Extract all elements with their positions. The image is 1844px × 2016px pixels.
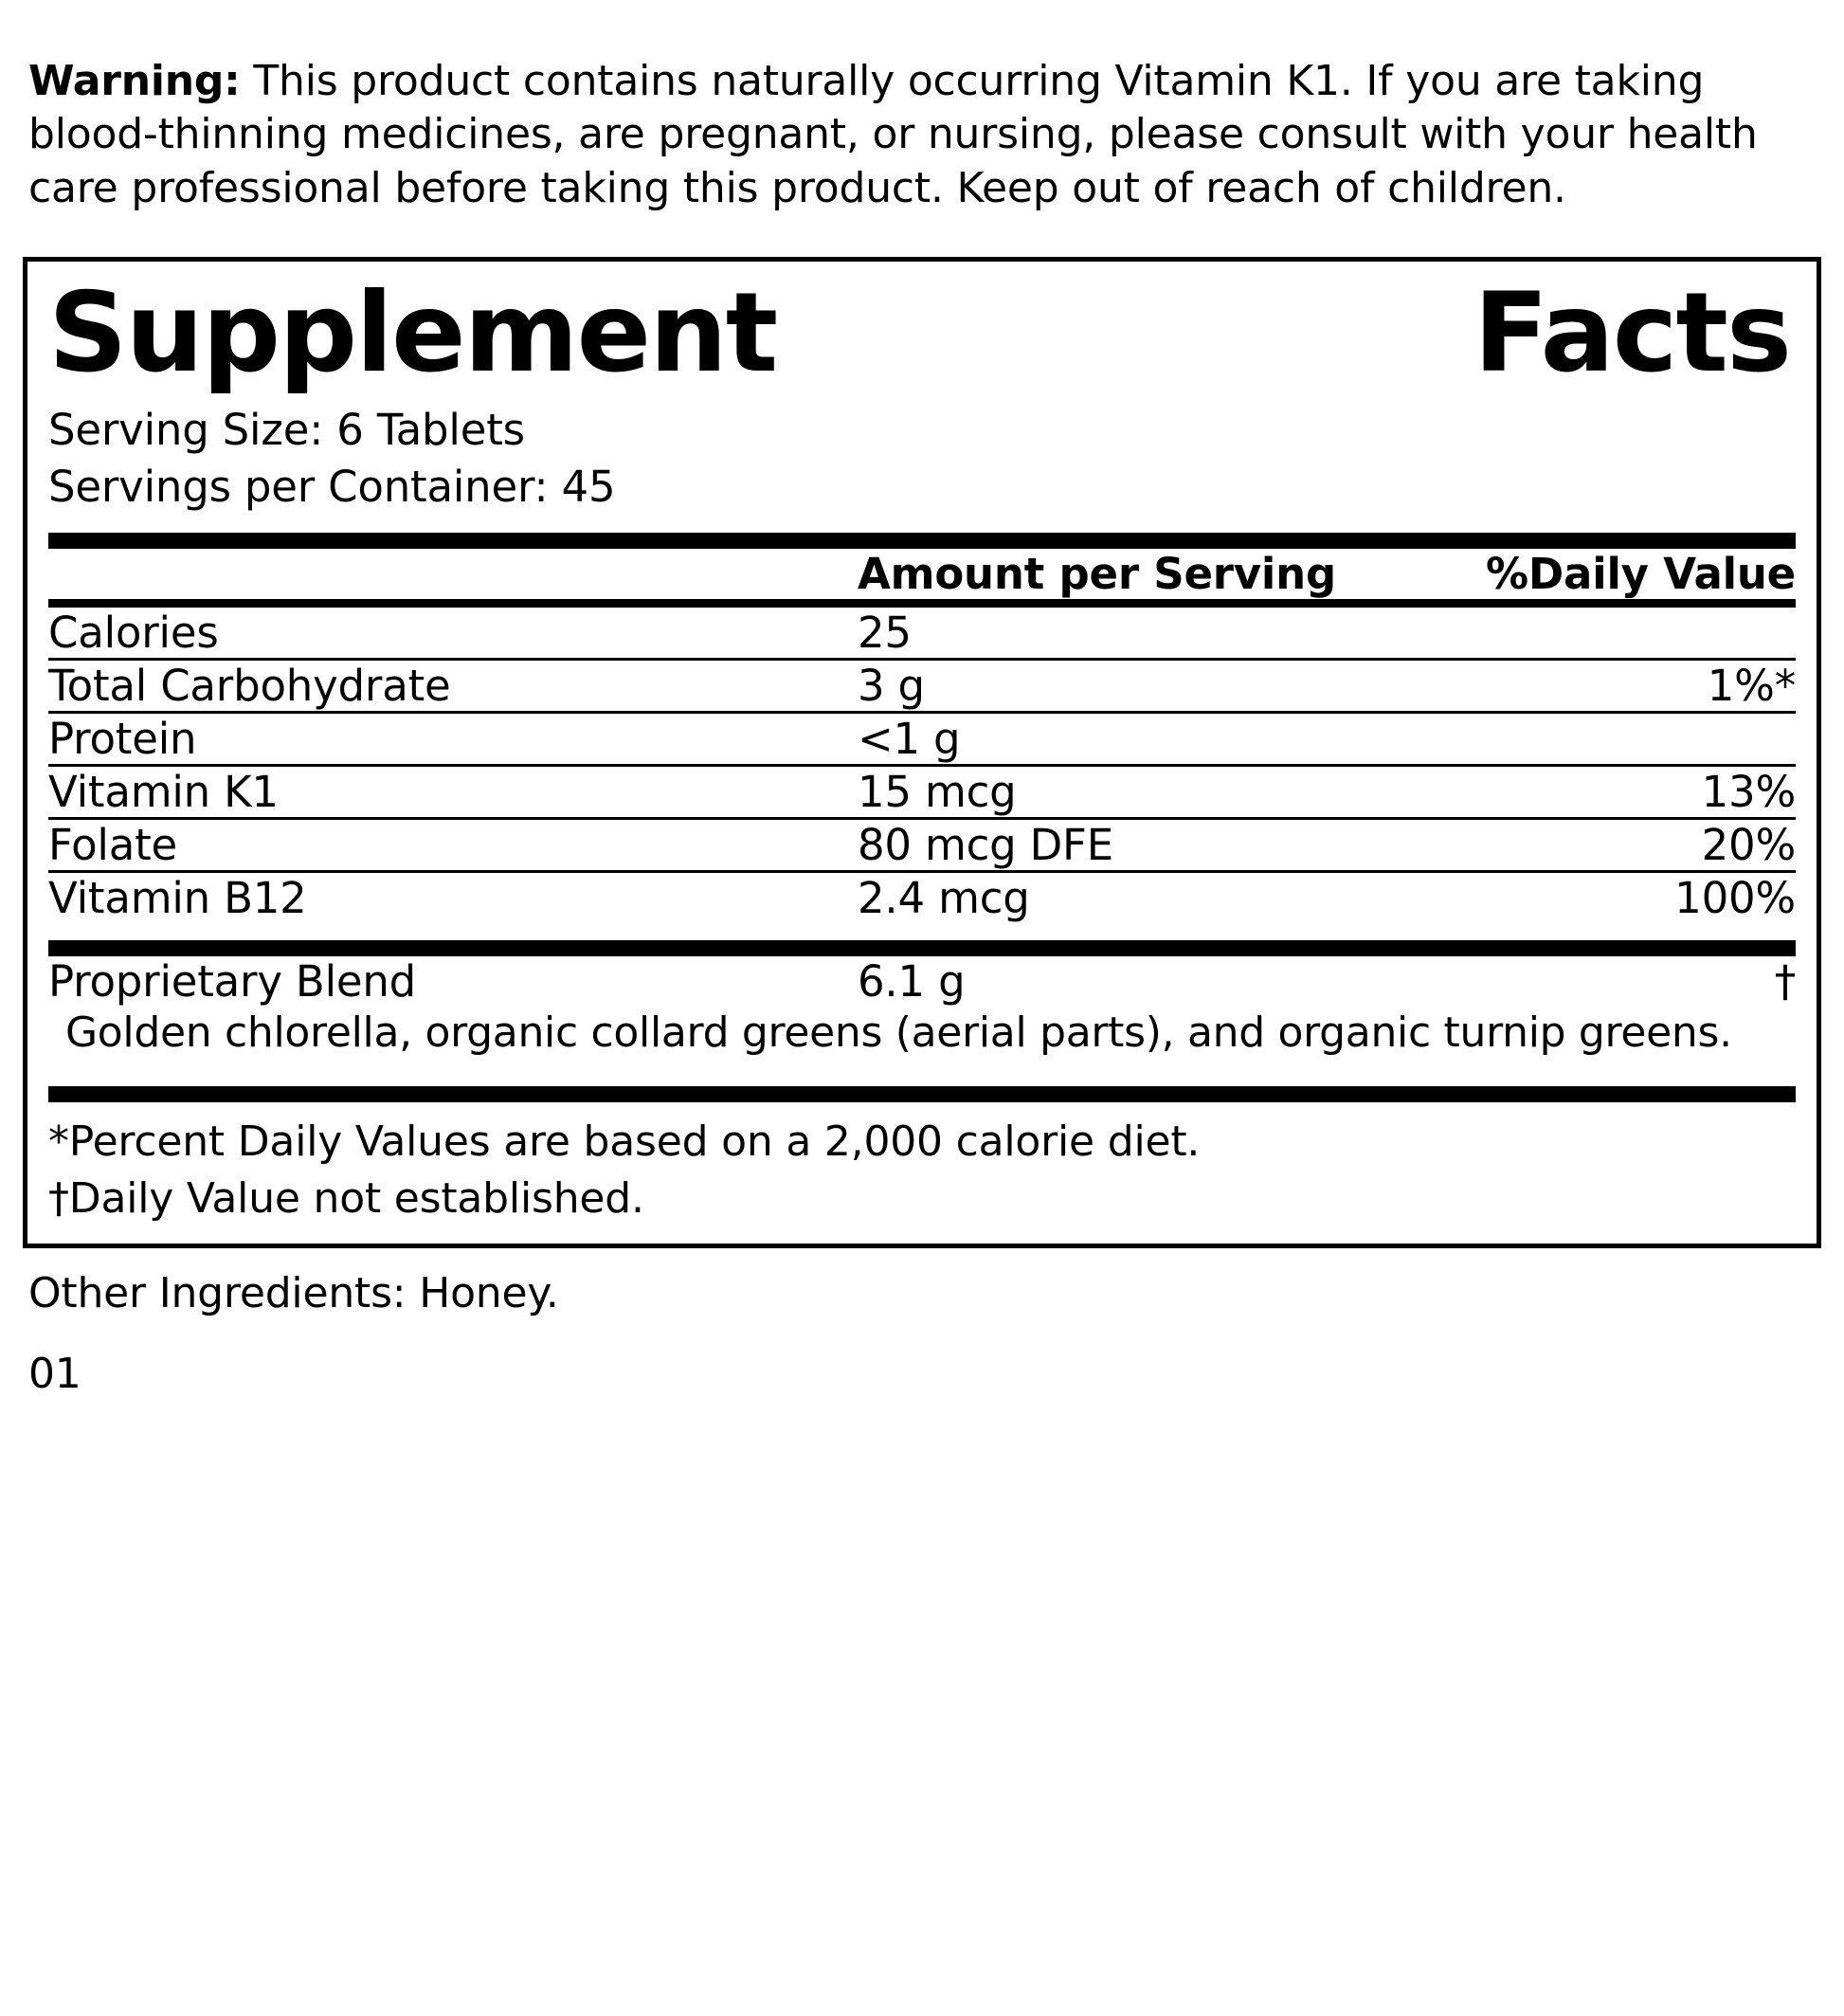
row-amount: 3 g [858, 659, 1388, 712]
blend-daily-value: † [1774, 955, 1796, 1007]
table-row [48, 608, 1796, 660]
table-row [48, 712, 1796, 765]
row-daily-value [1388, 712, 1796, 765]
table-row [48, 871, 1796, 923]
footnote-daily-values: *Percent Daily Values are based on a 2,000 calorie diet. [48, 1117, 1201, 1167]
warning-label: Warning: [28, 57, 241, 105]
serving-size: Serving Size: 6 Tablets [48, 404, 525, 455]
table-row [48, 818, 1796, 871]
row-name: Calories [48, 608, 858, 660]
warning-text: This product contains naturally occurring Vitamin K1. If you are taking blood-thinning medicines, are pregnant, or nursing, please consult with your health care professional before taking this product. Keep out of reach of children. [28, 57, 1758, 212]
other-ingredients: Other Ingredients: Honey. [28, 1269, 559, 1318]
blend-amount: 6.1 g [858, 955, 966, 1007]
nutrient-rows [48, 608, 1796, 923]
blend-description: Golden chlorella, organic collard greens (aerial parts), and organic turnip greens. [65, 1008, 1732, 1057]
supplement-facts-panel [23, 257, 1821, 1248]
header-amount-per-serving: Amount per Serving [858, 548, 1337, 599]
panel-title-word-facts: Facts [1473, 268, 1790, 397]
row-daily-value: 20% [1388, 818, 1796, 871]
divider-above-blend [48, 940, 1796, 956]
row-daily-value: 13% [1388, 765, 1796, 818]
divider-thick-top [48, 533, 1796, 549]
table-header-row [48, 549, 1796, 599]
row-daily-value: 1%* [1388, 659, 1796, 712]
row-amount: 25 [858, 608, 1388, 660]
panel-title-word-supplement: Supplement [48, 268, 777, 397]
row-daily-value [1388, 608, 1796, 660]
row-daily-value: 100% [1674, 872, 1796, 923]
row-name: Total Carbohydrate [48, 659, 858, 712]
divider-under-header [48, 599, 1796, 608]
row-name: Folate [48, 818, 858, 871]
footnotes [48, 1102, 1796, 1226]
revision-code: 01 [28, 1350, 81, 1399]
row-amount: 80 mcg DFE [858, 818, 1388, 871]
header-daily-value: %Daily Value [1486, 548, 1796, 599]
table-row [48, 765, 1796, 818]
proprietary-blend-table [48, 956, 1796, 1007]
header-blank [48, 549, 858, 599]
table-row [48, 659, 1796, 712]
row-name: Vitamin B12 [48, 872, 307, 923]
nutrition-table [48, 549, 1796, 599]
row-amount: 15 mcg [858, 765, 1388, 818]
footnote-dv-not-established: †Daily Value not established. [48, 1173, 644, 1223]
row-name: Vitamin K1 [48, 765, 858, 818]
table-row-blend [48, 956, 1796, 1007]
row-name: Protein [48, 712, 858, 765]
row-amount: 2.4 mcg [858, 872, 1030, 923]
panel-title [48, 268, 1796, 397]
servings-per-container: Servings per Container: 45 [48, 461, 616, 512]
warning-paragraph [23, 42, 1816, 215]
blend-name: Proprietary Blend [48, 955, 417, 1007]
row-amount: <1 g [858, 712, 1388, 765]
supplement-facts-label [0, 42, 1844, 2016]
divider-below-blend [48, 1086, 1796, 1102]
